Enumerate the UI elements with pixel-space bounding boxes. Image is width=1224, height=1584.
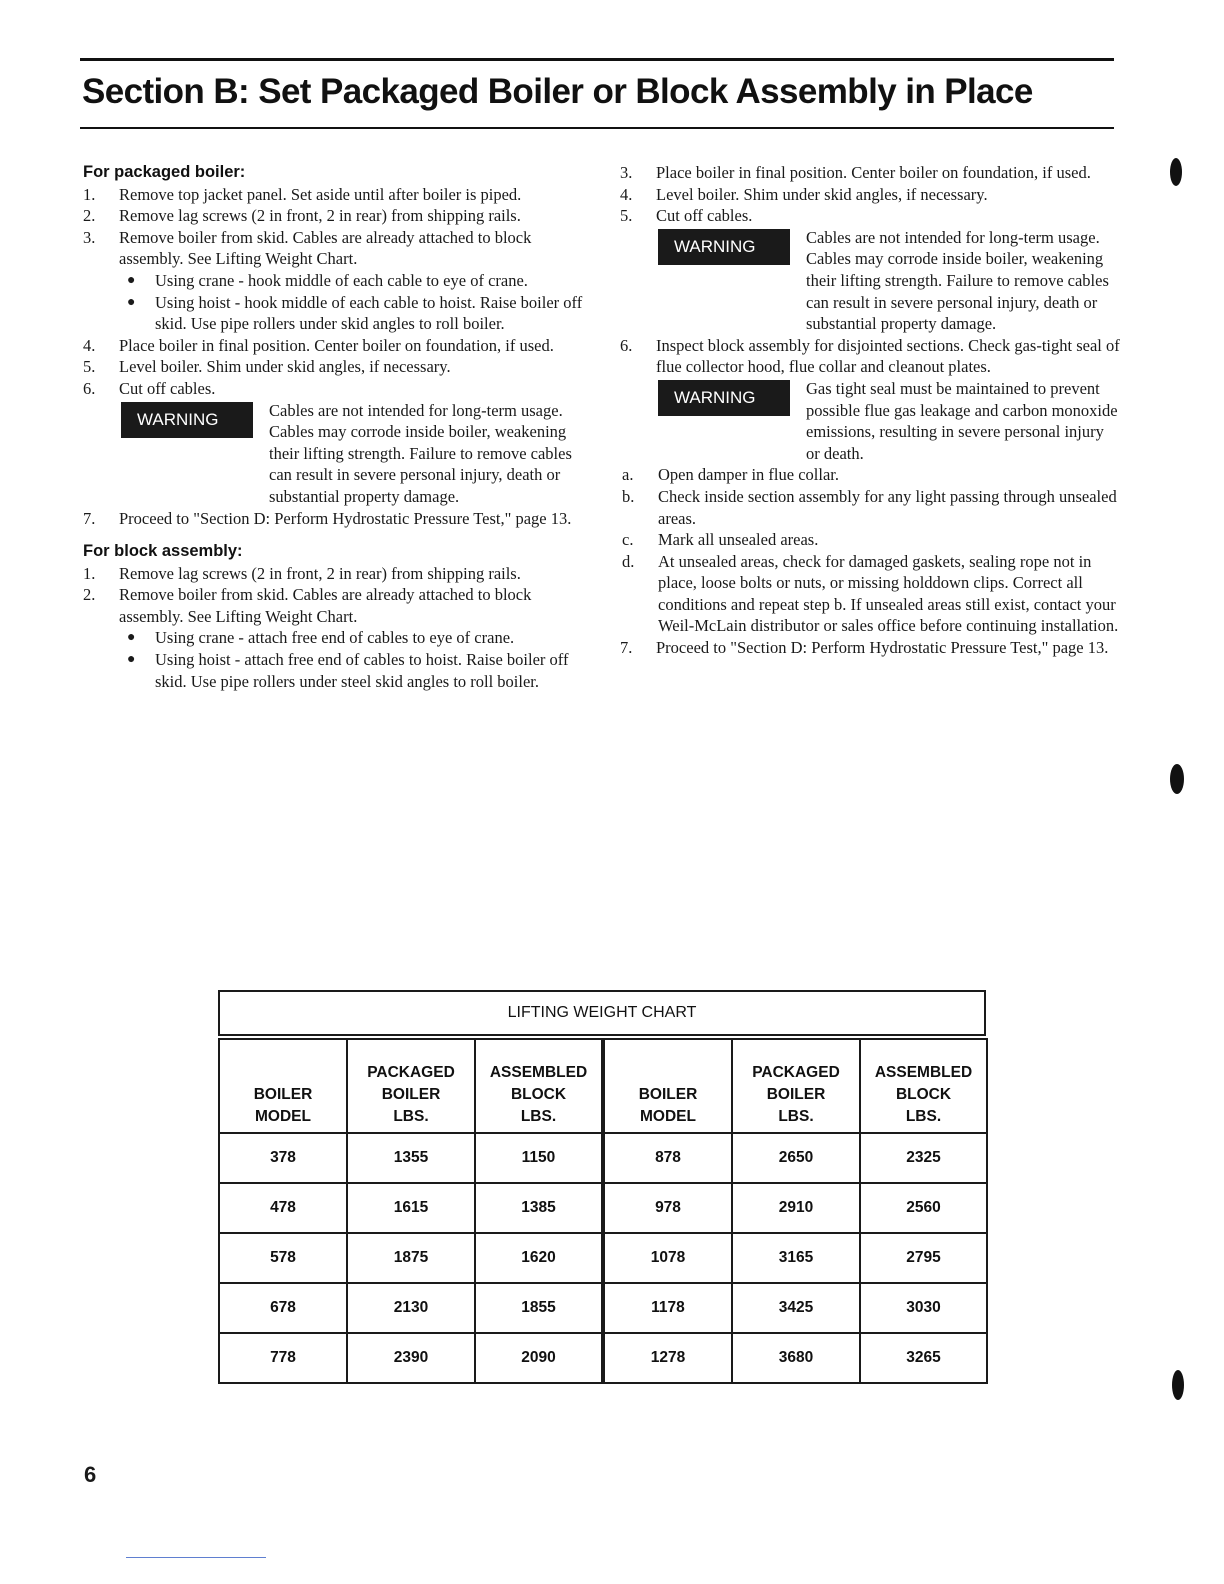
lifting-weight-table-left — [218, 1038, 603, 1384]
packaged-steps — [83, 184, 583, 400]
bullet-item — [119, 649, 583, 692]
table-row — [604, 1183, 987, 1233]
step-text: Cut off cables. — [119, 378, 216, 398]
substep-letter: b. — [622, 486, 635, 506]
inspection-substeps — [620, 464, 1120, 637]
list-item — [83, 563, 583, 585]
table-cell: 1875 — [347, 1233, 475, 1283]
warning-badge: WARNING — [121, 402, 253, 438]
list-item — [620, 551, 1120, 637]
right-column — [620, 162, 1120, 659]
table-cell: 778 — [219, 1333, 347, 1383]
table-row — [219, 1233, 602, 1283]
step-text: Remove boiler from skid. Cables are already attached to block assembly. See Lifting Weight Chart. — [119, 585, 532, 626]
list-item — [620, 162, 1120, 184]
table-cell: 2795 — [860, 1233, 987, 1283]
header-line: ASSEMBLED — [874, 1064, 973, 1081]
step-number: 7. — [83, 508, 96, 528]
table-cell: 3030 — [860, 1283, 987, 1333]
header-line: PACKAGED — [752, 1064, 840, 1081]
step-text: Remove lag screws (2 in front, 2 in rear) from shipping rails. — [119, 563, 521, 583]
block-steps — [83, 563, 583, 693]
header-line: BOILER — [253, 1086, 313, 1103]
step-text: Proceed to "Section D: Perform Hydrostatic Pressure Test," page 13. — [119, 508, 572, 528]
step-text: Remove top jacket panel. Set aside until after boiler is piped. — [119, 184, 522, 204]
warning-text: Cables are not intended for long-term usage. Cables may corrode inside boiler, weakening their lifting strength. Failure to remove cables can result in severe personal injury, death or substantial property damage. — [269, 400, 572, 506]
header-line: LBS. — [393, 1108, 429, 1125]
bullet-item — [119, 270, 583, 292]
list-item — [620, 464, 1120, 486]
header-assembled-block — [860, 1039, 987, 1133]
substep-text: Mark all unsealed areas. — [658, 530, 819, 550]
table-cell: 2130 — [347, 1283, 475, 1333]
warning-block — [658, 227, 1120, 335]
warning-text: Cables are not intended for long-term usage. Cables may corrode inside boiler, weakening their lifting strength. Failure to remove cables can result in severe personal injury, death or substantial property damage. — [806, 227, 1109, 334]
page-number: 6 — [84, 1462, 97, 1487]
step-number: 6. — [620, 335, 633, 355]
step-text: Level boiler. Shim under skid angles, if necessary. — [656, 184, 988, 204]
bullet-list — [119, 270, 583, 335]
list-item — [83, 508, 583, 530]
table-header-row — [604, 1039, 987, 1133]
header-assembled-block — [475, 1039, 602, 1133]
table-row — [219, 1183, 602, 1233]
table-cell: 2910 — [732, 1183, 860, 1233]
substep-text: Check inside section assembly for any light passing through unsealed areas. — [658, 486, 1117, 528]
step-text: Place boiler in final position. Center boiler on foundation, if used. — [656, 163, 1091, 182]
bullet-text: Using crane - attach free end of cables to eye of crane. — [155, 628, 515, 648]
left-column — [83, 162, 583, 692]
table-cell: 478 — [219, 1183, 347, 1233]
warning-block — [658, 378, 1120, 464]
block-steps-continued — [620, 335, 1120, 378]
step-number: 4. — [620, 184, 633, 204]
step-number: 3. — [620, 163, 633, 182]
table-cell: 378 — [219, 1133, 347, 1183]
table-cell: 1855 — [475, 1283, 602, 1333]
header-line: LBS. — [905, 1108, 942, 1125]
bullet-icon: ● — [127, 294, 136, 310]
table-cell: 1620 — [475, 1233, 602, 1283]
step-number: 3. — [83, 227, 96, 247]
step-number: 5. — [620, 206, 633, 226]
bullet-text: Using crane - hook middle of each cable to eye of crane. — [155, 270, 528, 290]
list-item — [620, 637, 1120, 659]
header-line: BLOCK — [510, 1086, 567, 1103]
step-number: 1. — [83, 563, 96, 583]
packaged-steps-continued — [83, 508, 583, 530]
table-cell: 2650 — [732, 1133, 860, 1183]
list-item — [620, 486, 1120, 529]
bullet-text: Using hoist - attach free end of cables to hoist. Raise boiler off skid. Use pipe rollers under steel skid angles to roll boiler. — [155, 650, 569, 691]
table-row — [219, 1133, 602, 1183]
bullet-icon: ● — [127, 272, 136, 288]
table-row — [604, 1333, 987, 1383]
bullet-list — [119, 627, 583, 692]
step-number: 1. — [83, 184, 96, 204]
bullet-icon: ● — [127, 652, 136, 668]
bullet-icon: ● — [127, 630, 136, 646]
header-line: BOILER — [638, 1086, 698, 1103]
top-rule — [80, 58, 1114, 61]
warning-badge: WARNING — [658, 229, 790, 265]
substep-letter: d. — [622, 551, 635, 571]
binder-hole-mark — [1172, 1370, 1184, 1400]
header-line: PACKAGED — [367, 1064, 455, 1081]
block-steps-continued — [620, 162, 1120, 227]
block-assembly-heading: For block assembly: — [83, 542, 243, 561]
step-text: Place boiler in final position. Center boiler on foundation, if used. — [119, 335, 554, 355]
warning-text: Gas tight seal must be maintained to prevent possible flue gas leakage and carbon monoxide emissions, resulting in severe personal injury or death. — [806, 378, 1118, 463]
page-title: Section B: Set Packaged Boiler or Block Assembly in Place — [82, 72, 1033, 111]
table-cell: 1278 — [604, 1333, 732, 1383]
table-cell: 2390 — [347, 1333, 475, 1383]
block-steps-continued — [620, 637, 1120, 659]
table-header-row — [219, 1039, 602, 1133]
table-cell: 3165 — [732, 1233, 860, 1283]
list-item — [620, 184, 1120, 206]
lifting-weight-table-right — [603, 1038, 988, 1384]
table-cell: 878 — [604, 1133, 732, 1183]
bullet-item — [119, 627, 583, 649]
list-item — [620, 335, 1120, 378]
header-line: MODEL — [640, 1108, 696, 1125]
table-cell: 2560 — [860, 1183, 987, 1233]
header-line: BOILER — [381, 1086, 441, 1103]
step-number: 2. — [83, 585, 96, 605]
warning-block — [121, 400, 583, 508]
list-item — [83, 356, 583, 378]
substep-letter: a. — [622, 465, 634, 485]
list-item — [83, 184, 583, 206]
table-cell: 2090 — [475, 1333, 602, 1383]
packaged-boiler-heading: For packaged boiler: — [83, 163, 246, 181]
bullet-item — [119, 292, 583, 335]
header-line: BLOCK — [895, 1086, 952, 1103]
title-rule — [80, 127, 1114, 129]
header-boiler-model — [604, 1039, 732, 1133]
table-row — [604, 1133, 987, 1183]
table-row — [604, 1283, 987, 1333]
lifting-weight-chart-title: LIFTING WEIGHT CHART — [218, 990, 986, 1036]
header-line: LBS. — [778, 1108, 814, 1125]
header-packaged-boiler — [347, 1039, 475, 1133]
step-number: 2. — [83, 206, 96, 226]
list-item — [83, 335, 583, 357]
list-item — [83, 378, 583, 400]
table-row — [219, 1283, 602, 1333]
step-number: 5. — [83, 357, 96, 377]
header-line: ASSEMBLED — [489, 1064, 588, 1081]
list-item — [620, 205, 1120, 227]
step-number: 7. — [620, 638, 633, 658]
table-cell: 1615 — [347, 1183, 475, 1233]
table-cell: 678 — [219, 1283, 347, 1333]
table-cell: 2325 — [860, 1133, 987, 1183]
table-cell: 3680 — [732, 1333, 860, 1383]
bullet-text: Using hoist - hook middle of each cable to hoist. Raise boiler off skid. Use pipe rollers under skid angles to roll boiler. — [155, 292, 583, 334]
substep-text: At unsealed areas, check for damaged gaskets, sealing rope not in place, loose bolts or nuts, or missing holddown clips. Correct all conditions and repeat step b. If unsealed areas still exist, contact your Weil-McLain distributor or sales office before continuing installation. — [658, 551, 1119, 636]
table-cell: 3265 — [860, 1333, 987, 1383]
step-number: 6. — [83, 378, 96, 398]
table-row — [219, 1333, 602, 1383]
binder-hole-mark — [1170, 158, 1182, 186]
step-text: Proceed to "Section D: Perform Hydrostatic Pressure Test," page 13. — [656, 638, 1109, 658]
table-row — [604, 1233, 987, 1283]
list-item — [620, 529, 1120, 551]
step-text: Remove boiler from skid. Cables are already attached to block assembly. See Lifting Weight Chart. — [119, 227, 532, 269]
step-text: Remove lag screws (2 in front, 2 in rear) from shipping rails. — [119, 206, 521, 226]
table-cell: 1355 — [347, 1133, 475, 1183]
list-item — [83, 205, 583, 227]
substep-letter: c. — [622, 530, 634, 550]
step-text: Cut off cables. — [656, 206, 753, 226]
header-line: BOILER — [766, 1086, 826, 1103]
step-text: Inspect block assembly for disjointed sections. Check gas-tight seal of flue collector hood, flue collar and cleanout plates. — [656, 335, 1120, 377]
header-line: MODEL — [255, 1108, 311, 1125]
table-cell: 1078 — [604, 1233, 732, 1283]
step-number: 4. — [83, 335, 96, 355]
substep-text: Open damper in flue collar. — [658, 465, 839, 485]
list-item — [83, 227, 583, 335]
list-item — [83, 584, 583, 692]
step-text: Level boiler. Shim under skid angles, if necessary. — [119, 357, 451, 377]
warning-badge: WARNING — [658, 380, 790, 416]
binder-hole-mark — [1170, 764, 1184, 794]
table-cell: 1150 — [475, 1133, 602, 1183]
table-cell: 3425 — [732, 1283, 860, 1333]
header-line: LBS. — [520, 1108, 557, 1125]
header-packaged-boiler — [732, 1039, 860, 1133]
scan-line — [126, 1557, 266, 1558]
table-cell: 978 — [604, 1183, 732, 1233]
table-cell: 1178 — [604, 1283, 732, 1333]
header-boiler-model — [219, 1039, 347, 1133]
table-cell: 578 — [219, 1233, 347, 1283]
table-cell: 1385 — [475, 1183, 602, 1233]
